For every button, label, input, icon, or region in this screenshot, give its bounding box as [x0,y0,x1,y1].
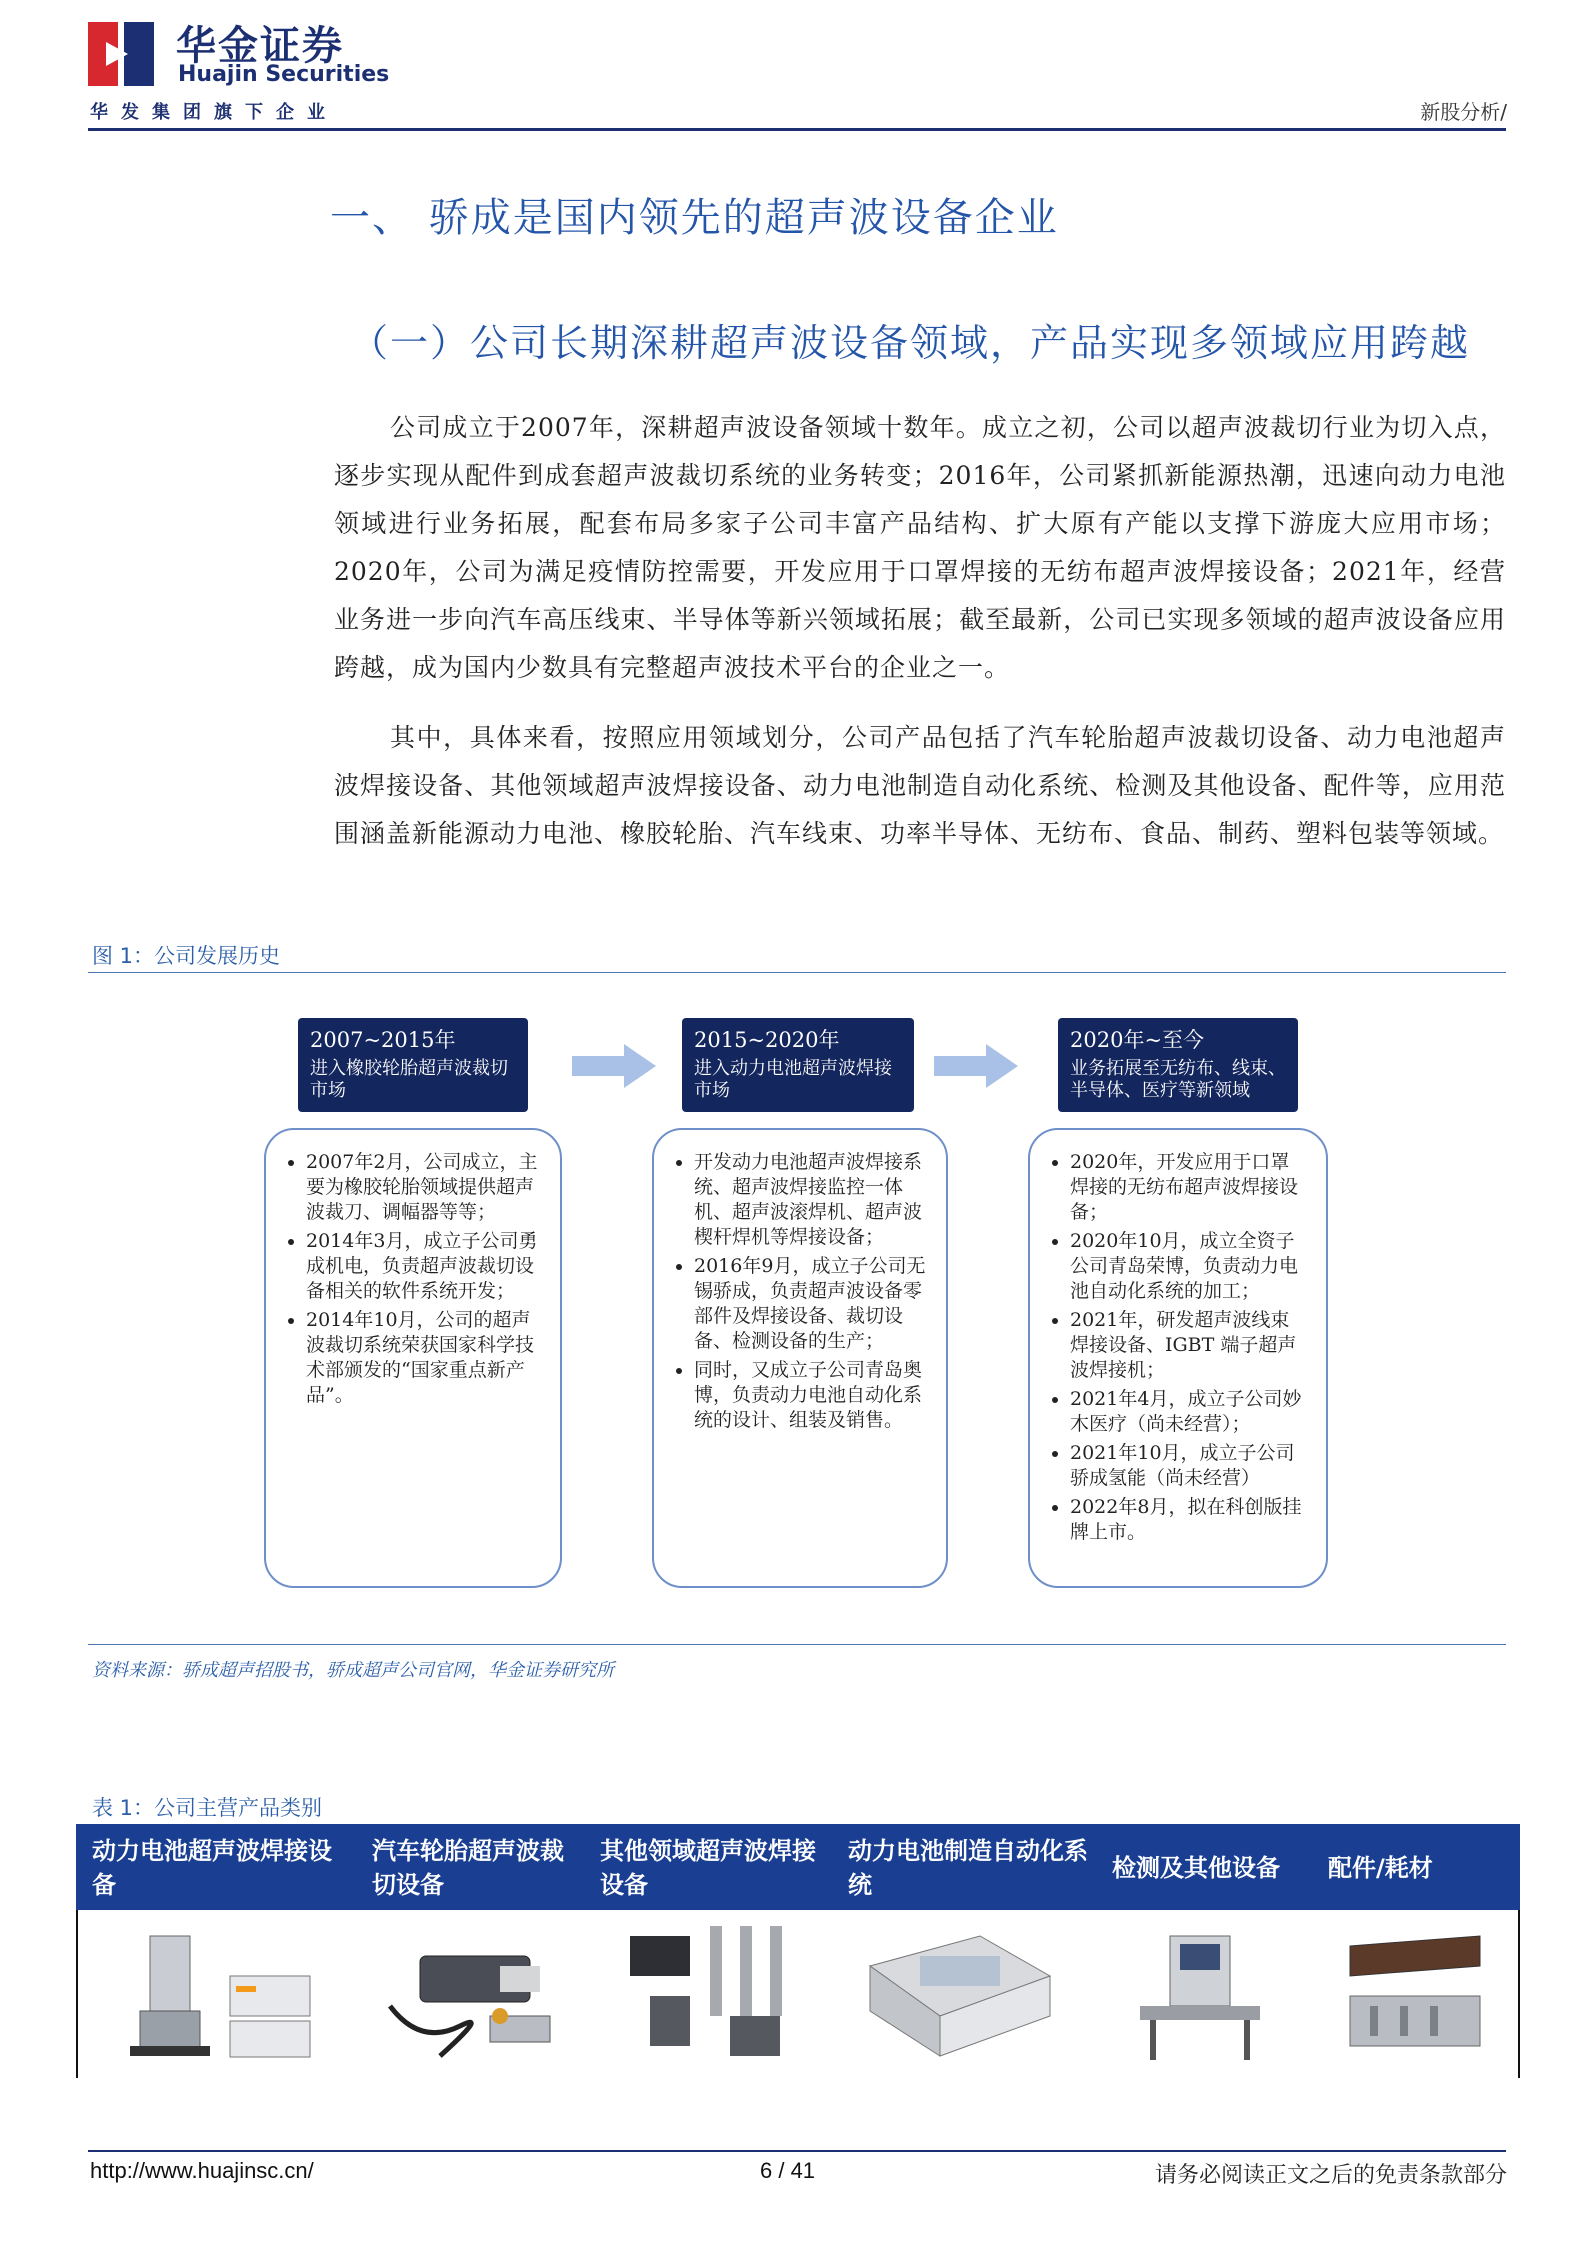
stage-2-event: • 2016年9月，成立子公司无锡骄成，负责超声波设备零部件及焊接设备、裁切设备、检测设备的生产； [694,1254,928,1354]
stage-3-period: 2020年~至今 [1070,1028,1205,1052]
footer-url-link[interactable]: http://www.huajinsc.cn/ [90,2158,314,2183]
table-header-cell: 配件/耗材 [1328,1854,1433,1882]
accessories-image [1340,1916,1490,2066]
footer-disclaimer: 请务必阅读正文之后的免责条款部分 [1154,2163,1507,2188]
group-tagline: 华发集团旗下企业 [90,102,338,123]
table-left-border [76,1910,78,2078]
arrow-right-icon [572,1044,656,1088]
other-welder-image [620,1916,810,2066]
table-header-row [76,1824,1520,1910]
table-header-cell: 动力电池超声波焊接设备 [92,1837,332,1899]
table-header-cell: 检测及其他设备 [1112,1854,1280,1882]
stage-1-event: • 2007年2月，公司成立，主要为橡胶轮胎领域提供超声波裁刀、调幅器等等； [306,1150,542,1225]
stage-3-header [1058,1018,1298,1112]
inspection-device-image [1120,1916,1280,2066]
stage-1-event: • 2014年10月，公司的超声波裁切系统荣获国家科学技术部颁发的“国家重点新产品”。 [306,1308,542,1408]
table-right-border [1518,1910,1520,2078]
page-number: 6 / 41 [760,2158,816,2183]
automation-system-image [860,1916,1060,2066]
header-divider [88,128,1506,131]
body-paragraph-2: 其中，具体来看，按照应用领域划分，公司产品包括了汽车轮胎超声波裁切设备、动力电池超声波焊接设备、其他领域超声波焊接设备、动力电池制造自动化系统、检测及其他设备、配件等，应用范围涵盖新能源动力电池、橡胶轮胎、汽车线束、功率半导体、无纺布、食品、制药、塑料包装等领域。 [334,723,1506,848]
stage-2-events-box [652,1128,948,1588]
subsection-heading: （一）公司长期深耕超声波设备领域，产品实现多领域应用跨越 [350,321,1471,365]
tire-cutter-image [380,1916,570,2066]
stage-3-event: • 2022年8月，拟在科创版挂牌上市。 [1070,1495,1308,1545]
logo-text-cn: 华金证券 [176,23,344,69]
table-caption: 表 1：公司主营产品类别 [92,1796,323,1820]
stage-3-events-box [1028,1128,1328,1588]
table-header-cell: 动力电池制造自动化系统 [848,1837,1088,1899]
figure-caption: 图 1：公司发展历史 [92,944,281,968]
stage-1-desc: 进入橡胶轮胎超声波裁切市场 [310,1058,508,1101]
stage-3-event: • 2021年10月，成立子公司骄成氢能（尚未经营） [1070,1441,1308,1491]
stage-1-header [298,1018,528,1112]
stage-3-event: • 2020年，开发应用于口罩焊接的无纺布超声波焊接设备； [1070,1150,1308,1225]
stage-2-event: • 开发动力电池超声波焊接系统、超声波焊接监控一体机、超声波滚焊机、超声波楔杆焊机等焊接设备； [694,1150,928,1250]
section-heading: 一、 骄成是国内领先的超声波设备企业 [330,195,1059,241]
figure-bottom-rule [88,1644,1506,1645]
battery-welder-image [100,1916,320,2066]
arrow-right-icon [934,1044,1018,1088]
stage-3-event: • 2020年10月，成立全资子公司青岛荣博，负责动力电池自动化系统的加工； [1070,1229,1308,1304]
stage-3-event: • 2021年4月，成立子公司妙木医疗（尚未经营）； [1070,1387,1308,1437]
figure-top-rule [88,972,1506,973]
stage-1-period: 2007~2015年 [310,1028,456,1052]
logo-text-en: Huajin Securities [178,62,390,87]
stage-2-desc: 进入动力电池超声波焊接市场 [694,1058,892,1101]
body-paragraph-1: 公司成立于2007年，深耕超声波设备领域十数年。成立之初，公司以超声波裁切行业为切入点，逐步实现从配件到成套超声波裁切系统的业务转变；2016年，公司紧抓新能源热潮，迅速向动力电池领域进行业务拓展，配套布局多家子公司丰富产品结构、扩大原有产能以支撑下游庞大应用市场；2020年，公司为满足疫情防控需要，开发应用于口罩焊接的无纺布超声波焊接设备；2021年，经营业务进一步向汽车高压线束、半导体等新兴领域拓展；截至最新，公司已实现多领域的超声波设备应用跨越，成为国内少数具有完整超声波技术平台的企业之一。 [334,413,1506,682]
footer-divider [88,2150,1506,2152]
stage-2-header [682,1018,914,1112]
report-type-label: 新股分析/ [1420,100,1507,124]
table-header-cell: 其他领域超声波焊接设备 [600,1837,816,1899]
stage-1-events-box [264,1128,562,1588]
stage-1-event: • 2014年3月，成立子公司勇成机电，负责超声波裁切设备相关的软件系统开发； [306,1229,542,1304]
figure-source-note: 资料来源：骄成超声招股书，骄成超声公司官网，华金证券研究所 [92,1660,614,1681]
stage-3-desc: 业务拓展至无纺布、线束、半导体、医疗等新领域 [1070,1058,1286,1101]
stage-2-event: • 同时，又成立子公司青岛奥博，负责动力电池自动化系统的设计、组装及销售。 [694,1358,928,1433]
stage-3-event: • 2021年，研发超声波线束焊接设备、IGBT 端子超声波焊接机； [1070,1308,1308,1383]
huajin-logo-icon [88,22,154,86]
table-header-cell: 汽车轮胎超声波裁切设备 [372,1837,564,1899]
stage-2-period: 2015~2020年 [694,1028,840,1052]
